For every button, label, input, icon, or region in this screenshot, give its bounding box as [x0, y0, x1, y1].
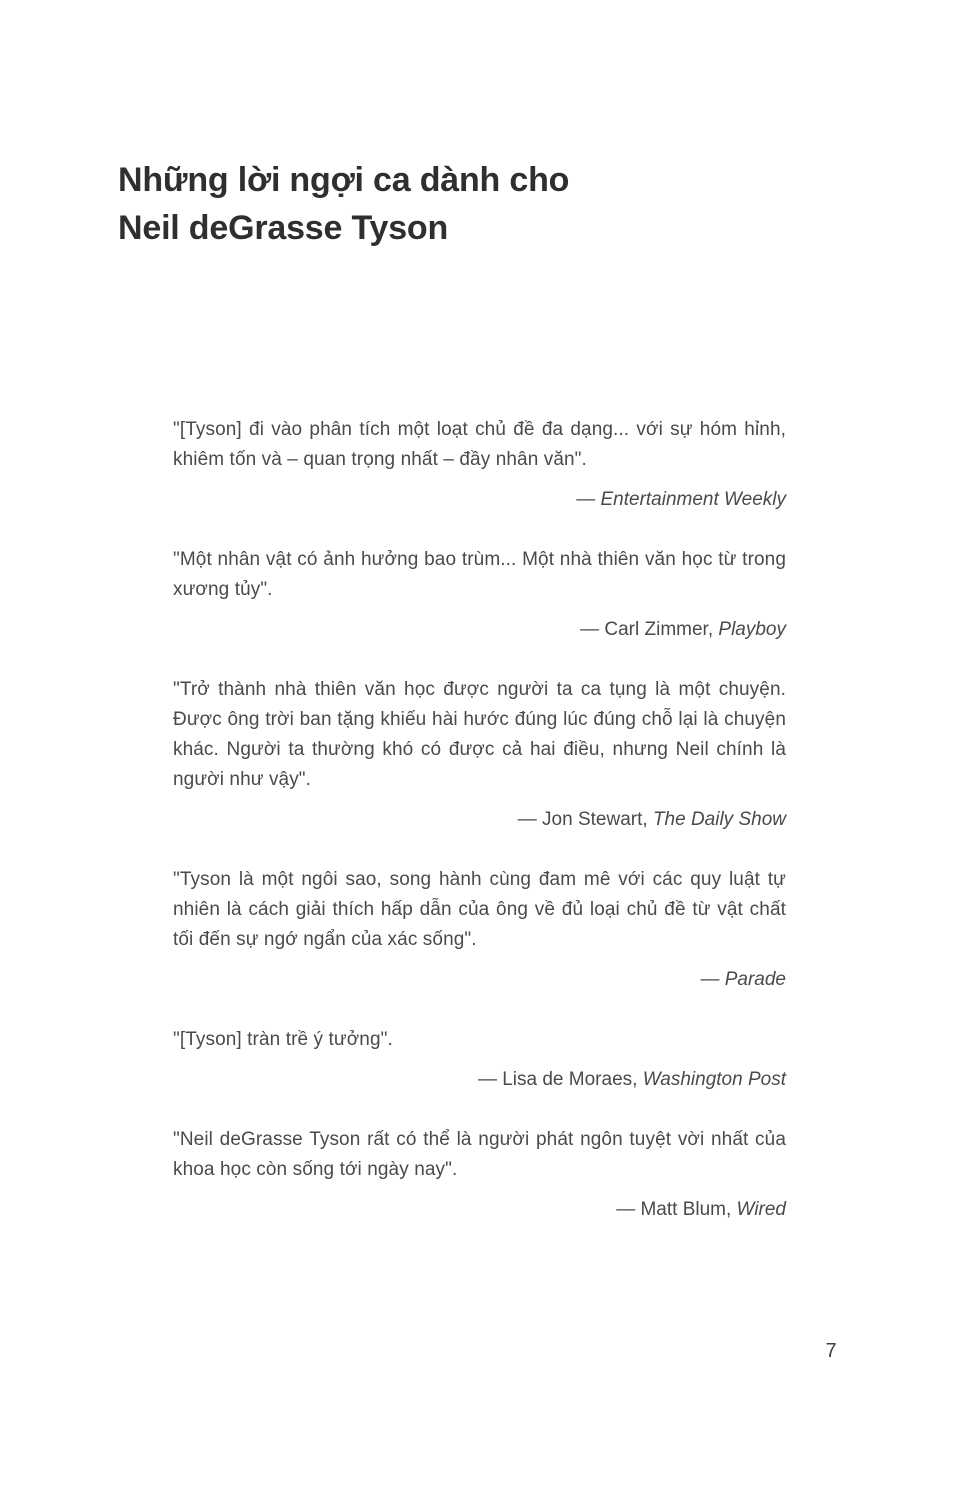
attribution-source: Wired	[736, 1199, 786, 1220]
quote-block	[173, 1125, 786, 1225]
quote-attribution	[173, 485, 786, 515]
quote-attribution	[173, 615, 786, 645]
attribution-source: Playboy	[718, 619, 786, 640]
page-number: 7	[825, 1340, 837, 1362]
praise-quotes-list	[173, 415, 786, 1255]
attribution-prefix: — Lisa de Moraes,	[477, 1069, 643, 1090]
page-title-line-1: Những lời ngợi ca dành cho	[118, 161, 570, 199]
quote-text: "[Tyson] tràn trề ý tưởng".	[173, 1029, 393, 1050]
attribution-prefix: — Jon Stewart,	[517, 809, 653, 830]
quote-text: "Trở thành nhà thiên văn học được người ta ca tụng là một chuyện. Được ông trời ban tặng khiếu hài hước đúng lúc đúng chỗ lại là chuyện khác. Người ta thường khó có được cả hai điều, nhưng Neil chính là người như vậy".	[173, 679, 786, 790]
quote-text: "[Tyson] đi vào phân tích một loạt chủ đề đa dạng... với sự hóm hỉnh, khiêm tốn và – quan trọng nhất – đầy nhân văn".	[173, 419, 786, 470]
quote-text: "Tyson là một ngôi sao, song hành cùng đam mê với các quy luật tự nhiên là cách giải thích hấp dẫn của ông về đủ loại chủ đề từ vật chất tối đến sự ngớ ngẩn của xác sống".	[173, 869, 786, 950]
attribution-prefix: — Carl Zimmer,	[580, 619, 719, 640]
page-title	[118, 156, 838, 252]
quote-block	[173, 675, 786, 835]
quote-attribution	[173, 1195, 786, 1225]
page-title-line-2: Neil deGrasse Tyson	[118, 209, 449, 247]
quote-block	[173, 415, 786, 515]
quote-block	[173, 545, 786, 645]
attribution-prefix: — Matt Blum,	[616, 1199, 737, 1220]
quote-text: "Neil deGrasse Tyson rất có thể là người phát ngôn tuyệt vời nhất của khoa học còn sống tới ngày nay".	[173, 1129, 786, 1180]
attribution-source: Washington Post	[642, 1069, 786, 1090]
quote-text: "Một nhân vật có ảnh hưởng bao trùm... Một nhà thiên văn học từ trong xương tủy".	[173, 549, 786, 600]
attribution-source: The Daily Show	[652, 809, 786, 830]
attribution-prefix: —	[576, 489, 601, 510]
quote-block	[173, 865, 786, 995]
quote-attribution	[173, 965, 786, 995]
quote-block	[173, 1025, 786, 1095]
attribution-prefix: —	[700, 969, 725, 990]
attribution-source: Entertainment Weekly	[600, 489, 786, 510]
quote-attribution	[173, 1065, 786, 1095]
quote-attribution	[173, 805, 786, 835]
attribution-source: Parade	[724, 969, 786, 990]
